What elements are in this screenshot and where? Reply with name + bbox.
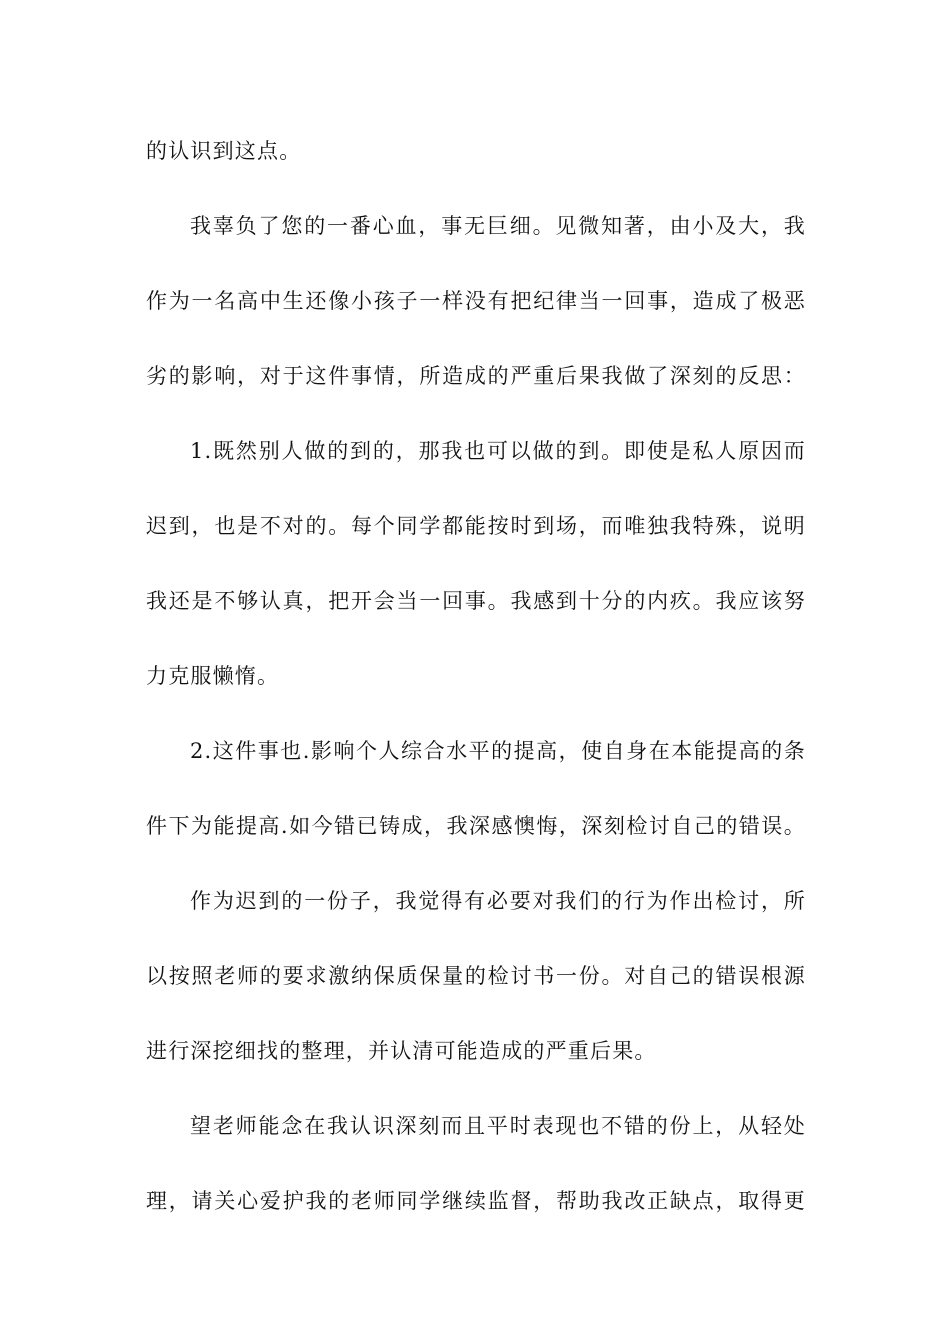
list-item-1-first-line: 1.既然别人做的到的，那我也可以做的到。即使是私人原因而 (190, 439, 806, 463)
paragraph-first-line: 作为迟到的一份子，我觉得有必要对我们的行为作出检讨，所 (190, 889, 806, 913)
text-line: 我还是不够认真，把开会当一回事。我感到十分的内疚。我应该努 (146, 589, 806, 613)
text-line: 件下为能提高.如今错已铸成，我深感懊悔，深刻检讨自己的错误。 (146, 814, 806, 838)
text-line: 劣的影响，对于这件事情，所造成的严重后果我做了深刻的反思： (146, 364, 806, 388)
text-line: 以按照老师的要求激纳保质保量的检讨书一份。对自己的错误根源 (146, 964, 806, 988)
paragraph-first-line: 我辜负了您的一番心血，事无巨细。见微知著，由小及大，我 (190, 214, 806, 238)
text-line: 迟到，也是不对的。每个同学都能按时到场，而唯独我特殊，说明 (146, 514, 806, 538)
list-item-2-first-line: 2.这件事也.影响个人综合水平的提高，使自身在本能提高的条 (190, 739, 806, 763)
text-line: 作为一名高中生还像小孩子一样没有把纪律当一回事，造成了极恶 (146, 289, 806, 313)
text-line: 的认识到这点。 (146, 139, 302, 163)
text-line: 力克服懒惰。 (146, 664, 280, 688)
text-line: 理，请关心爱护我的老师同学继续监督，帮助我改正缺点，取得更 (146, 1189, 806, 1213)
paragraph-first-line: 望老师能念在我认识深刻而且平时表现也不错的份上，从轻处 (190, 1114, 806, 1138)
text-line: 进行深挖细找的整理，并认清可能造成的严重后果。 (146, 1039, 657, 1063)
